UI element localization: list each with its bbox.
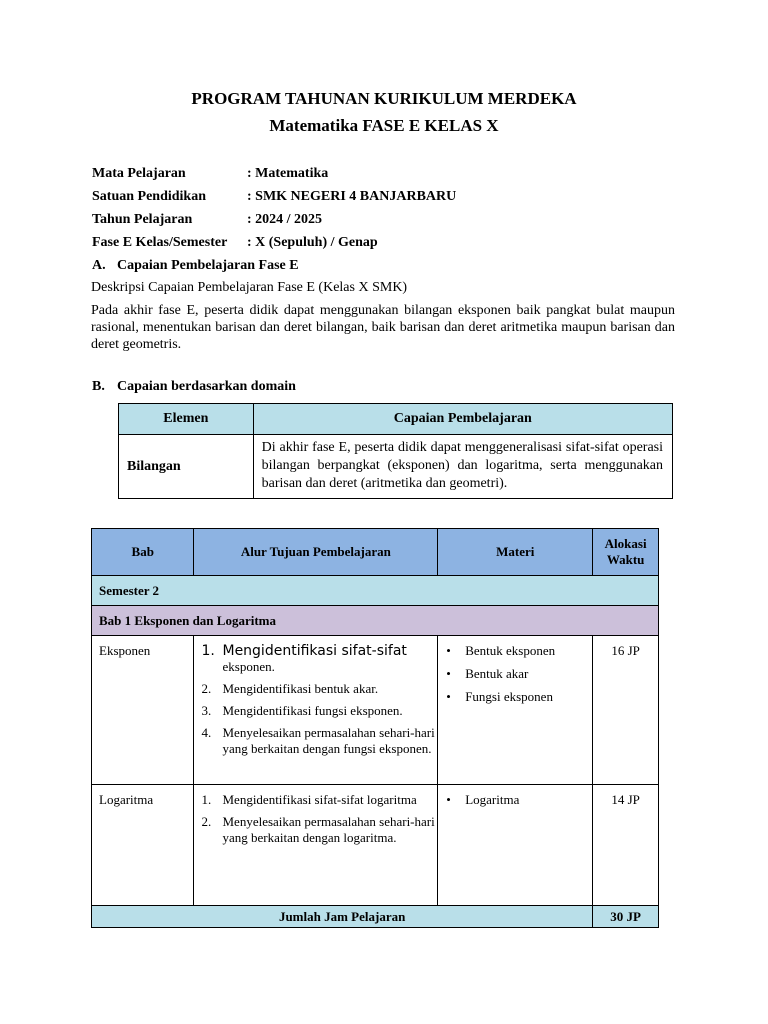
info-key: Mata Pelajaran xyxy=(92,166,186,181)
element-cell: Bilangan xyxy=(119,435,254,499)
section-a-paragraph: Pada akhir fase E, peserta didik dapat menggunakan bilangan eksponen baik pangkat bulat maupun rasional, menentukan barisan dan deret bilangan, baik barisan dan deret aritmetika maupun barisan dan deret geometris. xyxy=(91,303,675,352)
materi-cell xyxy=(438,785,593,906)
section-title: Capaian Pembelajaran Fase E xyxy=(117,258,299,273)
list-item xyxy=(446,689,592,705)
section-a-heading xyxy=(92,258,299,274)
section-b-heading xyxy=(92,379,296,395)
bullet-icon: • xyxy=(446,666,451,681)
atp-cell xyxy=(194,785,438,906)
section-number: B. xyxy=(92,379,105,394)
semester-label: Semester 2 xyxy=(92,576,659,606)
table-row xyxy=(92,785,659,906)
header-alokasi: Alokasi Waktu xyxy=(593,529,659,576)
bullet-icon: • xyxy=(446,643,451,658)
list-item xyxy=(201,703,437,719)
bab-cell: Logaritma xyxy=(92,785,194,906)
item-text: Menyelesaikan permasalahan sehari-hari yang berkaitan dengan fungsi eksponen. xyxy=(222,725,435,756)
total-label: Jumlah Jam Pelajaran xyxy=(92,906,593,928)
list-item xyxy=(201,725,437,757)
item-text: Mengidentifikasi bentuk akar. xyxy=(222,681,379,696)
jp-cell: 16 JP xyxy=(593,636,659,785)
header-elemen: Elemen xyxy=(119,404,254,435)
list-item xyxy=(201,814,437,846)
list-item xyxy=(446,643,592,659)
document-title: PROGRAM TAHUNAN KURIKULUM MERDEKA xyxy=(191,89,577,108)
info-row-tahun xyxy=(92,212,322,228)
prota-table xyxy=(91,528,659,928)
bab-title: Bab 1 Eksponen dan Logaritma xyxy=(92,606,659,636)
item-text: Mengidentifikasi fungsi eksponen. xyxy=(222,703,403,718)
list-item xyxy=(446,792,592,808)
header-capaian: Capaian Pembelajaran xyxy=(253,404,672,435)
info-key: Satuan Pendidikan xyxy=(92,189,206,204)
list-item xyxy=(446,666,592,682)
bullet-icon: • xyxy=(446,792,451,807)
info-key: Tahun Pelajaran xyxy=(92,212,193,227)
materi-cell xyxy=(438,636,593,785)
section-a-desc-label: Deskripsi Capaian Pembelajaran Fase E (Kelas X SMK) xyxy=(91,280,408,295)
section-title: Capaian berdasarkan domain xyxy=(117,379,296,394)
item-text: Menyelesaikan permasalahan sehari-hari yang berkaitan dengan logaritma. xyxy=(222,814,435,845)
list-item xyxy=(201,792,437,808)
item-text-cont: eksponen. xyxy=(222,659,275,674)
total-value: 30 JP xyxy=(593,906,659,928)
cp-cell: Di akhir fase E, peserta didik dapat menggeneralisasi sifat-sifat operasi bilangan berpangkat (eksponen) dan logaritma, serta menggunakan barisan dan deret (aritmetika dan geometri). xyxy=(253,435,672,499)
domain-table xyxy=(118,403,673,499)
info-key: Fase E Kelas/Semester xyxy=(92,235,228,250)
info-value: : X (Sepuluh) / Genap xyxy=(247,235,378,250)
bab-cell: Eksponen xyxy=(92,636,194,785)
item-number: 4. xyxy=(201,725,212,740)
atp-cell xyxy=(194,636,438,785)
item-text: Mengidentifikasi sifat-sifat logaritma xyxy=(222,792,417,807)
materi-text: Fungsi eksponen xyxy=(465,689,553,704)
header-materi: Materi xyxy=(438,529,593,576)
item-number: 3. xyxy=(201,703,212,718)
info-row-mapel xyxy=(92,166,328,182)
info-value: : 2024 / 2025 xyxy=(247,212,323,227)
jp-cell: 14 JP xyxy=(593,785,659,906)
document-subtitle: Matematika FASE E KELAS X xyxy=(269,116,499,135)
materi-text: Bentuk eksponen xyxy=(465,643,556,658)
materi-text: Logaritma xyxy=(465,792,520,807)
header-atp: Alur Tujuan Pembelajaran xyxy=(194,529,438,576)
list-item xyxy=(201,681,437,697)
item-number: 2. xyxy=(201,681,212,696)
table-row xyxy=(92,636,659,785)
info-row-fase xyxy=(92,235,378,251)
table-row xyxy=(119,435,673,499)
section-number: A. xyxy=(92,258,106,273)
item-number: 1. xyxy=(201,792,212,807)
item-number: 1. xyxy=(201,643,215,659)
info-value: : Matematika xyxy=(247,166,329,181)
bullet-icon: • xyxy=(446,689,451,704)
item-text: Mengidentifikasi sifat-sifat xyxy=(222,643,407,659)
info-row-satuan xyxy=(92,189,456,205)
materi-text: Bentuk akar xyxy=(465,666,529,681)
header-bab: Bab xyxy=(92,529,194,576)
info-value: : SMK NEGERI 4 BANJARBARU xyxy=(247,189,457,204)
list-item xyxy=(201,643,437,675)
item-number: 2. xyxy=(201,814,212,829)
